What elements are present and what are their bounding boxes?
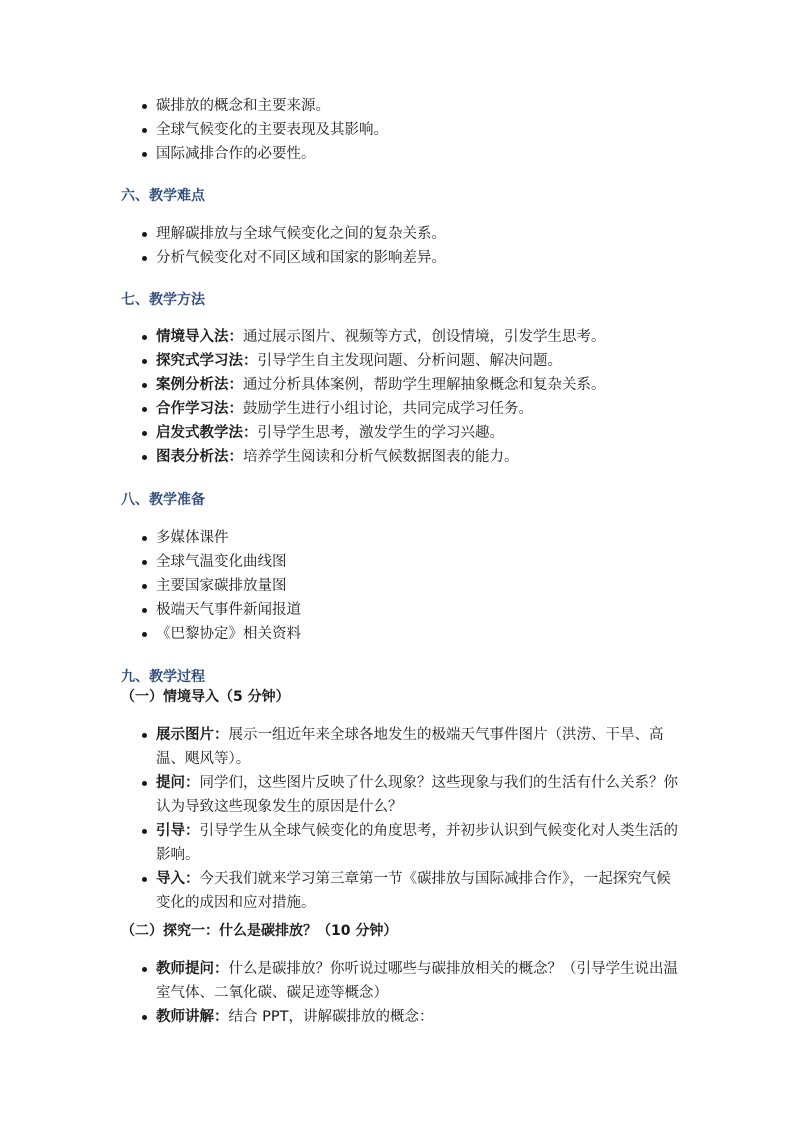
- list-item: 主要国家碳排放量图: [142, 574, 682, 598]
- list-item: [142, 957, 682, 1005]
- intro-steps-list: [142, 723, 682, 915]
- method-term: 图表分析法：: [156, 449, 243, 465]
- list-item: 极端天气事件新闻报道: [142, 598, 682, 622]
- section-heading-preparation: 八、教学准备: [121, 492, 205, 508]
- list-item: [142, 1005, 682, 1029]
- list-item: [142, 421, 682, 445]
- section-heading-difficulties: 六、教学难点: [121, 188, 205, 204]
- method-text: 鼓励学生进行小组讨论，共同完成学习任务。: [243, 401, 533, 417]
- list-item: 全球气温变化曲线图: [142, 550, 682, 574]
- method-text: 引导学生自主发现问题、分析问题、解决问题。: [257, 353, 562, 369]
- list-item: 分析气候变化对不同区域和国家的影响差异。: [142, 246, 682, 270]
- step-text: 什么是碳排放？你听说过哪些与碳排放相关的概念？（引导学生说出温室气体、二氧化碳、碳足迹等概念）: [156, 961, 678, 1001]
- list-item: [142, 723, 682, 771]
- list-item: [142, 373, 682, 397]
- section-heading-methods: 七、教学方法: [121, 292, 205, 308]
- list-item: [142, 771, 682, 819]
- subsection-heading-explore-one: （二）探究一：什么是碳排放？（10 分钟）: [121, 923, 398, 939]
- list-item: 多媒体课件: [142, 526, 682, 550]
- method-term: 案例分析法：: [156, 377, 243, 393]
- list-item: 理解碳排放与全球气候变化之间的复杂关系。: [142, 222, 682, 246]
- method-term: 启发式教学法：: [156, 425, 258, 441]
- explore-one-steps-list: [142, 957, 682, 1029]
- list-item: [142, 325, 682, 349]
- step-term: 提问：: [156, 775, 200, 791]
- list-item: [142, 349, 682, 373]
- method-text: 培养学生阅读和分析气候数据图表的能力。: [243, 449, 519, 465]
- step-text: 结合 PPT，讲解碳排放的概念：: [228, 1009, 434, 1025]
- subsection-heading-intro: （一）情境导入（5 分钟）: [121, 689, 290, 705]
- list-item: 国际减排合作的必要性。: [142, 142, 682, 166]
- step-term: 展示图片：: [156, 727, 229, 743]
- section-heading-process: 九、教学过程: [121, 669, 205, 685]
- key-points-list: [142, 94, 682, 166]
- step-text: 今天我们就来学习第三章第一节《碳排放与国际减排合作》，一起探究气候变化的成因和应对措施。: [156, 871, 671, 911]
- list-item: 碳排放的概念和主要来源。: [142, 94, 682, 118]
- step-text: 展示一组近年来全球各地发生的极端天气事件图片（洪涝、干旱、高温、飓风等）。: [156, 727, 664, 767]
- method-text: 通过展示图片、视频等方式，创设情境，引发学生思考。: [243, 329, 606, 345]
- list-item: [142, 867, 682, 915]
- method-text: 引导学生思考，激发学生的学习兴趣。: [257, 425, 504, 441]
- step-text: 同学们，这些图片反映了什么现象？这些现象与我们的生活有什么关系？你认为导致这些现象发生的原因是什么？: [156, 775, 678, 815]
- list-item: 全球气候变化的主要表现及其影响。: [142, 118, 682, 142]
- method-term: 情境导入法：: [156, 329, 243, 345]
- list-item: [142, 445, 682, 469]
- step-term: 教师提问：: [156, 961, 229, 977]
- step-term: 教师讲解：: [156, 1009, 229, 1025]
- method-term: 合作学习法：: [156, 401, 243, 417]
- step-term: 引导：: [156, 823, 200, 839]
- methods-list: [142, 325, 682, 469]
- list-item: [142, 397, 682, 421]
- step-term: 导入：: [156, 871, 200, 887]
- difficulties-list: [142, 222, 682, 270]
- list-item: 《巴黎协定》相关资料: [142, 622, 682, 646]
- list-item: [142, 819, 682, 867]
- preparation-list: [142, 526, 682, 646]
- method-term: 探究式学习法：: [156, 353, 258, 369]
- method-text: 通过分析具体案例，帮助学生理解抽象概念和复杂关系。: [243, 377, 606, 393]
- step-text: 引导学生从全球气候变化的角度思考，并初步认识到气候变化对人类生活的影响。: [156, 823, 678, 863]
